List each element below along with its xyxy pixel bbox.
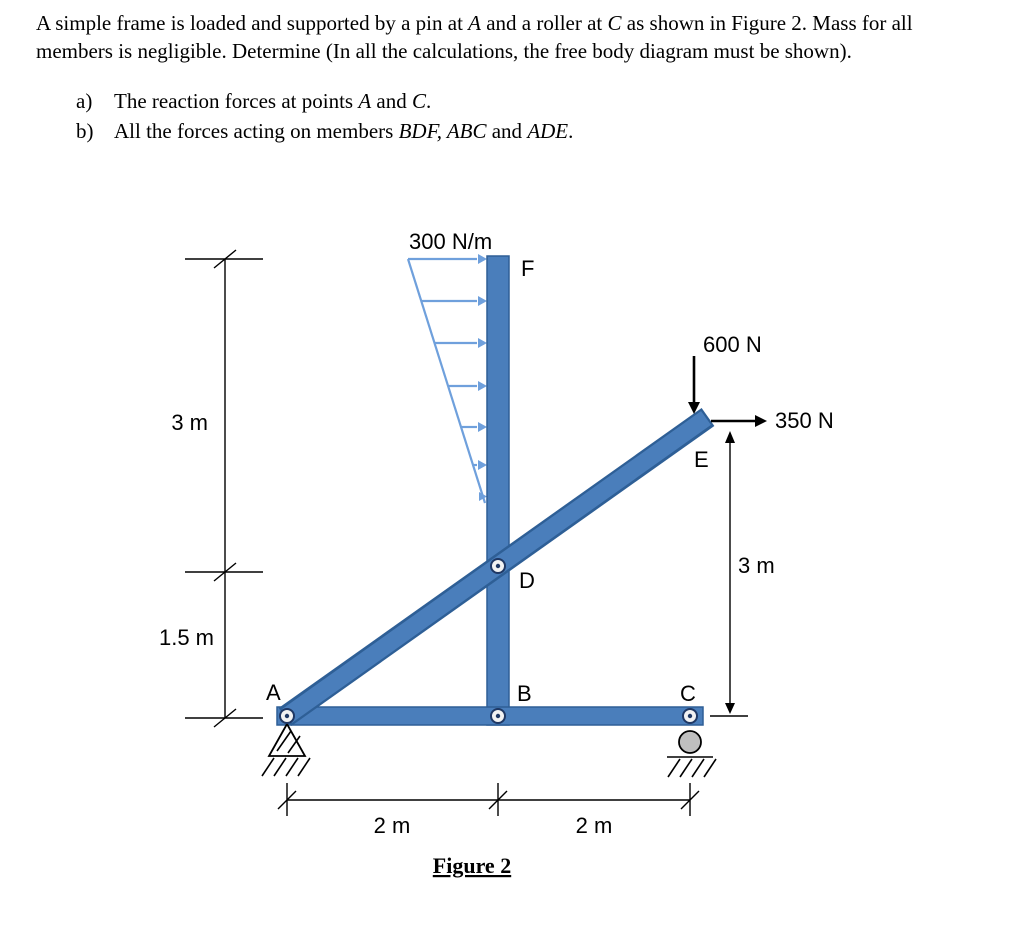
dimension-right	[710, 431, 775, 716]
member-bf	[487, 256, 509, 725]
label-dim-left-upper: 3 m	[171, 410, 208, 435]
dimension-bottom	[278, 783, 699, 838]
label-point-f: F	[521, 256, 535, 281]
label-distributed-load: 300 N/m	[409, 229, 493, 254]
joint-pin-b	[491, 709, 505, 723]
joint-pin-a	[280, 709, 294, 723]
label-dim-right: 3 m	[738, 553, 775, 578]
label-dim-bottom-right: 2 m	[575, 813, 613, 838]
problem-statement: A simple frame is loaded and supported by a pin at A and a roller at C as shown in Figure 2. Mass for all members is negligible. Determine (In all the calculations, the free body diagram must be shown).	[36, 11, 913, 63]
joint-pin-d	[491, 559, 505, 573]
list-item-b-label: b)	[76, 119, 94, 144]
label-point-b: B	[517, 681, 532, 706]
list-item-b-text: All the forces acting on members BDF, ABC and ADE.	[114, 119, 574, 144]
list-item-a-text: The reaction forces at points A and C.	[114, 88, 432, 113]
label-dim-bottom-left: 2 m	[373, 813, 411, 838]
label-point-a: A	[266, 680, 281, 705]
roller-support-c	[667, 731, 716, 777]
label-dim-left-lower: 1.5 m	[158, 625, 214, 650]
label-point-d: D	[519, 568, 535, 593]
distributed-load	[408, 229, 492, 503]
label-force-350n: 350 N	[775, 408, 834, 433]
force-arrow-600n	[688, 332, 762, 414]
list-item-a-label: a)	[76, 88, 93, 113]
figure-caption: Figure 2	[432, 853, 512, 878]
force-arrow-350n	[711, 408, 834, 433]
joint-pin-c	[683, 709, 697, 723]
label-point-e: E	[694, 447, 709, 472]
label-force-600n: 600 N	[703, 332, 762, 357]
label-point-c: C	[680, 681, 696, 706]
pin-support-a	[262, 724, 310, 776]
dimension-left	[159, 250, 263, 727]
